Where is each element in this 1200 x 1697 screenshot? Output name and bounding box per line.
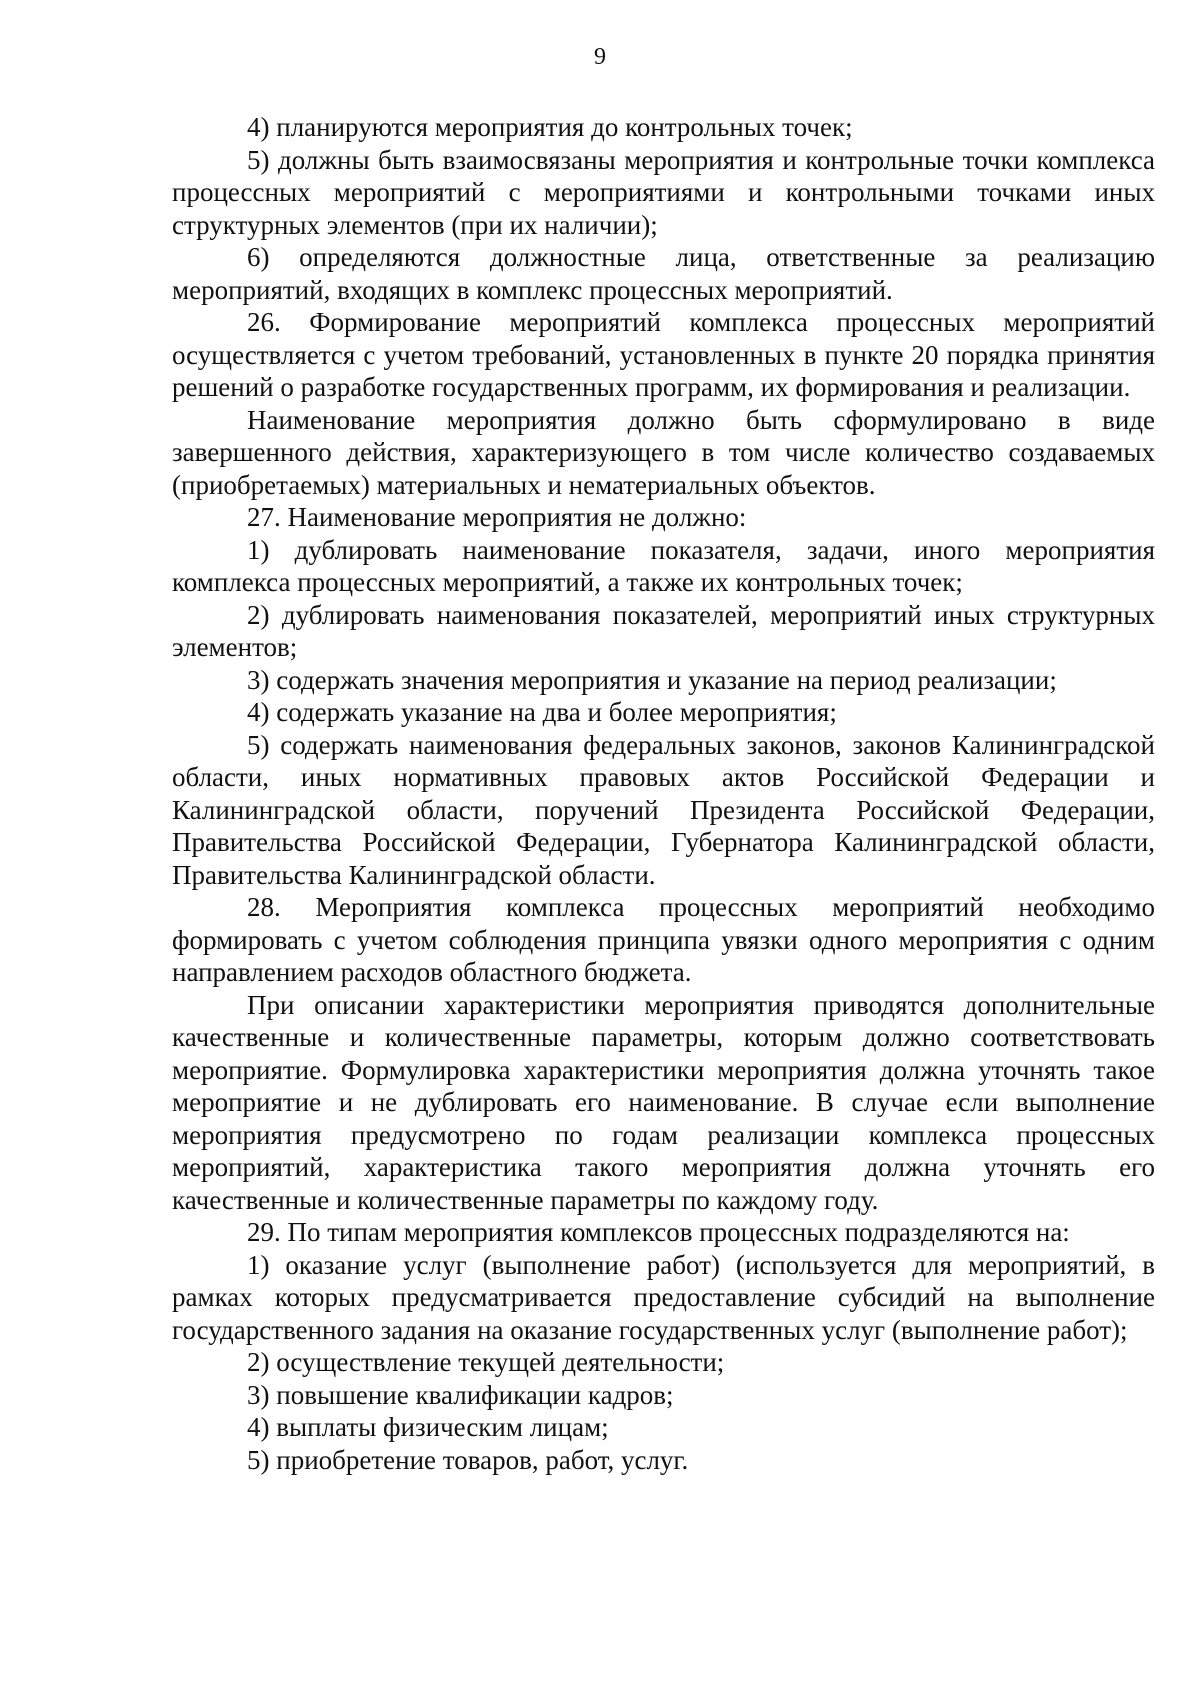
paragraph: 4) содержать указание на два и более мероприятия; [247, 697, 837, 727]
paragraph: Наименование мероприятия должно быть сформулировано в виде завершенного действия, характеризующего в том числе количество создаваемых (приобретаемых) материальных и нематериальных объектов. [172, 404, 1155, 500]
paragraph: 4) выплаты физическим лицам; [247, 1412, 609, 1442]
paragraph: 2) дублировать наименования показателей, мероприятий иных структурных элементов; [172, 599, 1155, 662]
page-number: 9 [594, 44, 606, 70]
paragraph: 4) планируются мероприятия до контрольных точек; [247, 112, 853, 142]
paragraph: 5) должны быть взаимосвязаны мероприятия и контрольные точки комплекса процессных мероприятий с мероприятиями и контрольными точками иных структурных элементов (при их наличии); [172, 144, 1155, 240]
document-body [172, 111, 1155, 1476]
paragraph: 3) повышение квалификации кадров; [247, 1379, 674, 1410]
paragraph: При описании характеристики мероприятия приводятся дополнительные качественные и количественные параметры, которым должно соответствовать мероприятие. Формулировка характеристики мероприятия должна уточнять такое мероприятие и не дублировать его наименование. В случае если выполнение мероприятия предусмотрено по годам реализации комплекса процессных мероприятий, характеристика такого мероприятия должна уточнять его качественные и количественные параметры по каждому году. [172, 989, 1155, 1215]
paragraph: 5) содержать наименования федеральных законов, законов Калининградской области, иных нормативных правовых актов Российской Федерации и Калининградской области, поручений Президента Российской Федерации, Правительства Российской Федерации, Губернатора Калининградской области, Правительства Калининградской области. [172, 729, 1155, 890]
paragraph: 2) осуществление текущей деятельности; [247, 1347, 725, 1377]
paragraph: 26. Формирование мероприятий комплекса процессных мероприятий осуществляется с учетом требований, установленных в пункте 20 порядка принятия решений о разработке государственных программ, их формирования и реализации. [172, 307, 1155, 402]
paragraph: 5) приобретение товаров, работ, услуг. [247, 1444, 689, 1475]
paragraph: 1) дублировать наименование показателя, задачи, иного мероприятия комплекса процессных мероприятий, а также их контрольных точек; [172, 534, 1155, 597]
paragraph: 6) определяются должностные лица, ответственные за реализацию мероприятий, входящих в комплекс процессных мероприятий. [172, 242, 1155, 305]
paragraph: 3) содержать значения мероприятия и указание на период реализации; [247, 664, 1057, 695]
paragraph: 28. Мероприятия комплекса процессных мероприятий необходимо формировать с учетом соблюдения принципа увязки одного мероприятия с одним направлением расходов областного бюджета. [172, 892, 1155, 987]
paragraph: 1) оказание услуг (выполнение работ) (используется для мероприятий, в рамках которых предусматривается предоставление субсидий на выполнение государственного задания на оказание государственных услуг (выполнение работ); [172, 1249, 1155, 1345]
paragraph: 27. Наименование мероприятия не должно: [247, 502, 747, 532]
paragraph: 29. По типам мероприятия комплексов процессных подразделяются на: [247, 1217, 1070, 1247]
